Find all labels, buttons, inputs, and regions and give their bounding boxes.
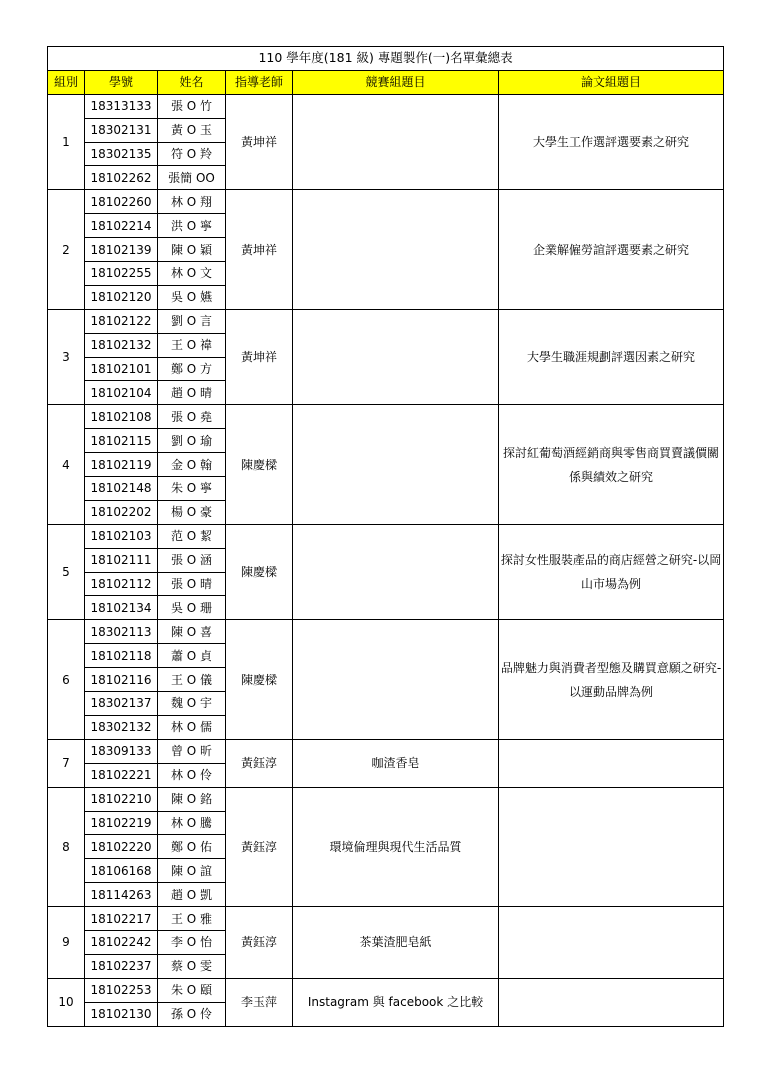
student-id: 18102108 [85, 405, 158, 429]
student-name: 鄭 O 佑 [158, 835, 226, 859]
competition-topic [293, 94, 499, 190]
header-name: 姓名 [158, 70, 226, 94]
table-row [48, 787, 724, 811]
student-name: 符 O 羚 [158, 142, 226, 166]
paper-topic: 企業解僱勞諠評選要素之研究 [499, 190, 724, 309]
competition-topic [293, 405, 499, 524]
paper-topic [499, 787, 724, 906]
header-group: 組別 [48, 70, 85, 94]
student-id: 18102103 [85, 524, 158, 548]
advisor: 黃坤祥 [226, 190, 293, 309]
student-id: 18102118 [85, 644, 158, 668]
paper-topic: 大學生職涯規劃評選因素之研究 [499, 309, 724, 405]
competition-topic [293, 524, 499, 620]
student-id: 18102219 [85, 811, 158, 835]
advisor: 李玉萍 [226, 978, 293, 1026]
student-id: 18102242 [85, 930, 158, 954]
table-row [48, 405, 724, 429]
student-name: 金 O 翰 [158, 453, 226, 477]
table-title: 110 學年度(181 級) 專題製作(一)名單彙總表 [48, 47, 724, 71]
table-row [48, 309, 724, 333]
header-student-id: 學號 [85, 70, 158, 94]
advisor: 黃鈺淳 [226, 787, 293, 906]
student-name: 林 O 翔 [158, 190, 226, 214]
student-id: 18102115 [85, 429, 158, 453]
advisor: 黃鈺淳 [226, 907, 293, 979]
advisor: 黃鈺淳 [226, 739, 293, 787]
student-name: 王 O 雅 [158, 907, 226, 931]
student-id: 18102255 [85, 262, 158, 286]
student-name: 王 O 禕 [158, 333, 226, 357]
student-id: 18102112 [85, 572, 158, 596]
student-name: 張 O 堯 [158, 405, 226, 429]
paper-topic: 探討紅葡萄酒經銷商與零售商買賣議價關係與績效之研究 [499, 405, 724, 524]
paper-topic: 品牌魅力與消費者型態及購買意願之研究-以運動品牌為例 [499, 620, 724, 739]
group-number: 2 [48, 190, 85, 309]
header-advisor: 指導老師 [226, 70, 293, 94]
student-id: 18102120 [85, 285, 158, 309]
student-name: 林 O 儒 [158, 715, 226, 739]
table-row [48, 978, 724, 1002]
student-id: 18102139 [85, 238, 158, 262]
student-id: 18102101 [85, 357, 158, 381]
group-number: 5 [48, 524, 85, 620]
group-number: 8 [48, 787, 85, 906]
competition-topic: Instagram 與 facebook 之比較 [293, 978, 499, 1026]
student-name: 蔡 O 雯 [158, 954, 226, 978]
roster-table [47, 46, 724, 1027]
header-row [48, 70, 724, 94]
student-id: 18102111 [85, 548, 158, 572]
student-id: 18102130 [85, 1002, 158, 1026]
student-id: 18102260 [85, 190, 158, 214]
student-name: 范 O 絜 [158, 524, 226, 548]
student-id: 18102210 [85, 787, 158, 811]
student-name: 林 O 伶 [158, 763, 226, 787]
student-name: 楊 O 豪 [158, 500, 226, 524]
student-name: 朱 O 寧 [158, 477, 226, 501]
paper-topic: 探討女性服裝產品的商店經營之研究-以岡山市場為例 [499, 524, 724, 620]
competition-topic: 咖渣香皂 [293, 739, 499, 787]
student-name: 陳 O 喜 [158, 620, 226, 644]
competition-topic [293, 309, 499, 405]
student-name: 張 O 竹 [158, 94, 226, 118]
student-id: 18313133 [85, 94, 158, 118]
student-id: 18302132 [85, 715, 158, 739]
student-name: 李 O 怡 [158, 930, 226, 954]
student-id: 18102237 [85, 954, 158, 978]
student-id: 18102221 [85, 763, 158, 787]
student-id: 18102253 [85, 978, 158, 1002]
group-number: 1 [48, 94, 85, 190]
student-name: 陳 O 穎 [158, 238, 226, 262]
student-name: 陳 O 誼 [158, 859, 226, 883]
student-id: 18106168 [85, 859, 158, 883]
group-number: 3 [48, 309, 85, 405]
student-name: 吳 O 珊 [158, 596, 226, 620]
student-id: 18102104 [85, 381, 158, 405]
student-id: 18302137 [85, 692, 158, 716]
student-name: 黃 O 玉 [158, 118, 226, 142]
advisor: 陳慶樑 [226, 405, 293, 524]
student-name: 張 O 涵 [158, 548, 226, 572]
student-name: 吳 O 嬿 [158, 285, 226, 309]
header-paper-topic: 論文組題目 [499, 70, 724, 94]
student-id: 18302135 [85, 142, 158, 166]
student-name: 陳 O 銘 [158, 787, 226, 811]
student-name: 趙 O 晴 [158, 381, 226, 405]
student-id: 18102122 [85, 309, 158, 333]
advisor: 陳慶樑 [226, 620, 293, 739]
paper-topic [499, 978, 724, 1026]
student-id: 18102220 [85, 835, 158, 859]
student-id: 18102116 [85, 668, 158, 692]
student-id: 18302113 [85, 620, 158, 644]
roster-body [48, 94, 724, 1026]
student-id: 18102217 [85, 907, 158, 931]
student-id: 18102148 [85, 477, 158, 501]
advisor: 黃坤祥 [226, 309, 293, 405]
advisor: 黃坤祥 [226, 94, 293, 190]
student-id: 18114263 [85, 883, 158, 907]
student-id: 18102134 [85, 596, 158, 620]
student-name: 朱 O 頤 [158, 978, 226, 1002]
table-row [48, 907, 724, 931]
student-id: 18102214 [85, 214, 158, 238]
paper-topic [499, 907, 724, 979]
student-name: 鄭 O 方 [158, 357, 226, 381]
group-number: 9 [48, 907, 85, 979]
student-id: 18102202 [85, 500, 158, 524]
table-row [48, 739, 724, 763]
student-name: 張 O 晴 [158, 572, 226, 596]
student-id: 18302131 [85, 118, 158, 142]
student-name: 林 O 騰 [158, 811, 226, 835]
student-name: 劉 O 瑜 [158, 429, 226, 453]
student-name: 洪 O 寧 [158, 214, 226, 238]
student-name: 魏 O 宇 [158, 692, 226, 716]
advisor: 陳慶樑 [226, 524, 293, 620]
student-id: 18309133 [85, 739, 158, 763]
student-name: 蕭 O 貞 [158, 644, 226, 668]
group-number: 6 [48, 620, 85, 739]
header-competition-topic: 競賽組題目 [293, 70, 499, 94]
student-name: 林 O 文 [158, 262, 226, 286]
student-name: 孫 O 伶 [158, 1002, 226, 1026]
student-name: 張簡 OO [158, 166, 226, 190]
competition-topic: 環境倫理與現代生活品質 [293, 787, 499, 906]
paper-topic [499, 739, 724, 787]
student-name: 王 O 儀 [158, 668, 226, 692]
student-name: 趙 O 凱 [158, 883, 226, 907]
competition-topic: 茶葉渣肥皂紙 [293, 907, 499, 979]
group-number: 4 [48, 405, 85, 524]
table-row [48, 94, 724, 118]
student-id: 18102132 [85, 333, 158, 357]
group-number: 10 [48, 978, 85, 1026]
group-number: 7 [48, 739, 85, 787]
table-row [48, 524, 724, 548]
table-row [48, 190, 724, 214]
paper-topic: 大學生工作選評選要素之研究 [499, 94, 724, 190]
table-row [48, 620, 724, 644]
student-name: 曾 O 昕 [158, 739, 226, 763]
competition-topic [293, 190, 499, 309]
competition-topic [293, 620, 499, 739]
student-id: 18102119 [85, 453, 158, 477]
student-name: 劉 O 言 [158, 309, 226, 333]
student-id: 18102262 [85, 166, 158, 190]
